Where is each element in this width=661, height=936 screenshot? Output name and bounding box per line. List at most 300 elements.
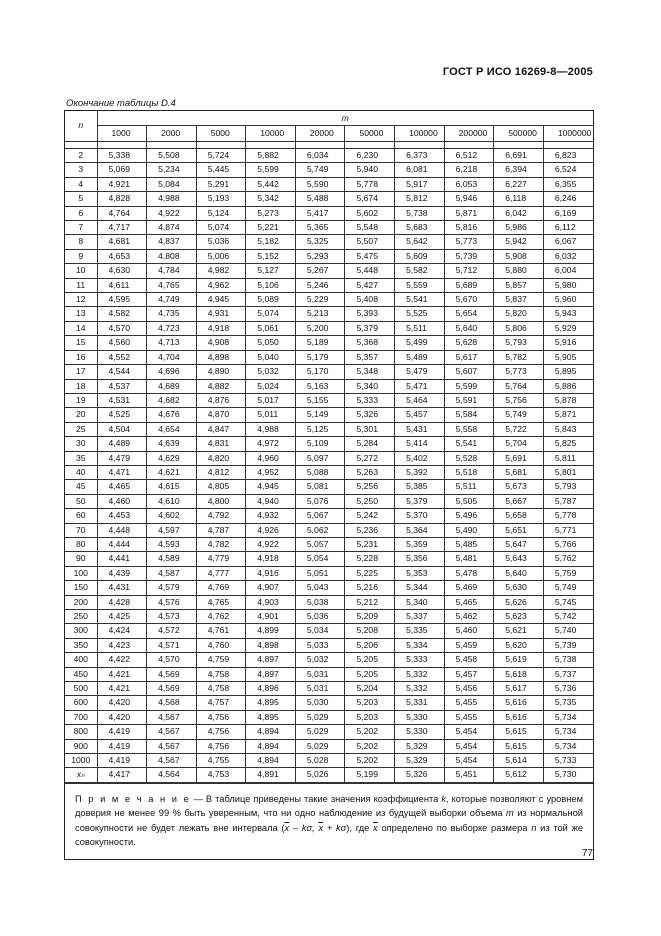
page-number: 77 [581,848,593,859]
table-cell: 5,353 [395,566,445,580]
table-cell: 5,109 [295,437,345,451]
table-cell: 4,587 [147,566,197,580]
table-cell: 5,837 [494,293,544,307]
table-cell: 5,084 [147,177,197,191]
table-cell: 5,616 [494,696,544,710]
table-cell: 4,589 [147,552,197,566]
table-cell: 4,870 [196,408,246,422]
document-header: ГОСТ Р ИСО 16269-8—2005 [442,66,593,78]
table-cell: 4,756 [196,710,246,724]
table-cell: 4,758 [196,667,246,681]
table-cell: 5,730 [543,768,593,782]
table-cell: 5,615 [494,739,544,753]
table-cell: 5,525 [395,307,445,321]
table-cell: 4,764 [97,206,147,220]
table-cell: 5,326 [345,408,395,422]
table-row [65,206,593,220]
row-n-value: 1000 [65,754,97,768]
table-cell: 5,886 [543,379,593,393]
table-cell: 5,488 [295,192,345,206]
row-n-value: 40 [65,465,97,479]
table-cell: 5,393 [345,307,395,321]
table-cell: 5,507 [345,235,395,249]
table-cell: 5,067 [295,509,345,523]
table-cell: 6,004 [543,264,593,278]
note-text: ), где [346,822,374,833]
table-cell: 5,273 [246,206,296,220]
table-cell: 4,439 [97,566,147,580]
table-cell: 5,028 [295,754,345,768]
table-cell: 4,531 [97,393,147,407]
row-n-value: 300 [65,624,97,638]
table-cell: 5,097 [295,451,345,465]
table-cell: 4,903 [246,595,296,609]
table-cell: 4,723 [147,321,197,335]
table-cell: 5,069 [97,163,147,177]
table-cell: 4,757 [196,696,246,710]
table-cell: 5,061 [246,321,296,335]
m-value-header: 200000 [444,126,494,142]
table-cell: 5,029 [295,710,345,724]
table-cell: 4,567 [147,754,197,768]
note-text: — В таблице приведены такие значения коэффициента [190,793,442,804]
table-cell: 5,673 [494,480,544,494]
table-cell: 5,616 [494,710,544,724]
table-cell: 4,753 [196,768,246,782]
table-cell: 4,831 [196,437,246,451]
table-row [65,408,593,422]
table-cell: 4,537 [97,379,147,393]
table-cell: 5,980 [543,278,593,292]
row-n-value: 600 [65,696,97,710]
table-cell: 5,029 [295,739,345,753]
table-row [65,350,593,364]
table-cell: 4,759 [196,653,246,667]
table-cell: 4,891 [246,768,296,782]
table-cell: 4,448 [97,523,147,537]
m-value-header: 2000 [147,126,197,142]
coefficient-table [65,111,593,783]
row-n-value: 9 [65,249,97,263]
table-cell: 5,076 [295,494,345,508]
table-cell: 5,199 [345,768,395,782]
table-cell: 5,462 [444,610,494,624]
row-n-value: 17 [65,365,97,379]
table-cell: 4,504 [97,422,147,436]
table-cell: 5,256 [345,480,395,494]
table-cell: 5,773 [494,365,544,379]
table-cell: 4,890 [196,365,246,379]
table-cell: 5,456 [444,682,494,696]
table-cell: 5,762 [543,552,593,566]
table-cell: 6,512 [444,149,494,163]
table-cell: 4,922 [246,537,296,551]
row-n-value: 19 [65,393,97,407]
table-cell: 5,051 [295,566,345,580]
table-cell: 5,062 [295,523,345,537]
table-cell: 5,033 [295,638,345,652]
table-cell: 5,737 [543,667,593,681]
table-row [65,739,593,753]
table-cell: 4,758 [196,682,246,696]
table-cell: 5,782 [494,350,544,364]
table-cell: 5,272 [345,451,395,465]
table-cell: 5,225 [345,566,395,580]
table-cell: 5,465 [444,595,494,609]
table-cell: 5,229 [295,293,345,307]
table-cell: 5,647 [494,537,544,551]
table-cell: 6,230 [345,149,395,163]
table-cell: 5,766 [543,537,593,551]
table-cell: 4,897 [246,667,296,681]
table-cell: 5,337 [395,610,445,624]
table-cell: 5,756 [494,393,544,407]
table-cell: 5,793 [543,480,593,494]
note-text: из той же совокупности. [75,822,583,848]
table-cell: 5,548 [345,221,395,235]
table-cell: 5,209 [345,610,395,624]
table-cell: 5,843 [543,422,593,436]
table-cell: 5,640 [494,566,544,580]
table-cell: 5,882 [246,149,296,163]
table-cell: 5,612 [494,768,544,782]
table-cell: 4,654 [147,422,197,436]
table-cell: 4,689 [147,379,197,393]
table-cell: 4,787 [196,523,246,537]
table-cell: 5,074 [246,307,296,321]
table-cell: 5,455 [444,710,494,724]
table-cell: 4,962 [196,278,246,292]
table-cell: 5,614 [494,754,544,768]
table-cell: 4,988 [147,192,197,206]
table-cell: 4,945 [246,480,296,494]
table-row [65,696,593,710]
table-cell: 4,932 [246,509,296,523]
table-cell: 6,169 [543,206,593,220]
table-cell: 4,560 [97,336,147,350]
table-row [65,523,593,537]
note-k: k [441,793,446,804]
table-cell: 6,524 [543,163,593,177]
note-xbar: $\overline{x}$ [373,822,378,833]
table-cell: 5,200 [295,321,345,335]
table-cell: 5,749 [295,163,345,177]
table-cell: 5,871 [444,206,494,220]
table-cell: 4,792 [196,509,246,523]
row-n-value: 14 [65,321,97,335]
table-cell: 5,342 [246,192,296,206]
table-cell: 4,765 [196,595,246,609]
table-cell: 5,155 [295,393,345,407]
table-cell: 4,421 [97,682,147,696]
table-cell: 5,459 [444,638,494,652]
table-cell: 4,444 [97,537,147,551]
table-cell: 5,479 [395,365,445,379]
table-cell: 5,712 [444,264,494,278]
table-cell: 4,895 [246,696,296,710]
table-cell: 5,089 [246,293,296,307]
table-cell: 4,423 [97,638,147,652]
table-cell: 5,152 [246,249,296,263]
table-cell: 5,340 [395,595,445,609]
table-cell: 5,724 [196,149,246,163]
table-cell: 5,031 [295,682,345,696]
table-cell: 5,558 [444,422,494,436]
table-cell: 4,582 [97,307,147,321]
table-cell: 5,670 [444,293,494,307]
table-cell: 4,696 [147,365,197,379]
table-cell: 5,749 [543,581,593,595]
table-cell: 5,471 [395,379,445,393]
table-cell: 5,778 [345,177,395,191]
table-cell: 5,806 [494,321,544,335]
table-cell: 5,880 [494,264,544,278]
table-cell: 4,564 [147,768,197,782]
table-cell: 5,455 [444,696,494,710]
table-cell: 5,204 [345,682,395,696]
table-row [65,249,593,263]
table-cell: 4,894 [246,754,296,768]
table-cell: 6,355 [543,177,593,191]
table-row [65,624,593,638]
table-cell: 4,602 [147,509,197,523]
row-n-value: 50 [65,494,97,508]
table-cell: 5,414 [395,437,445,451]
table-cell: 6,034 [295,149,345,163]
table-cell: 5,722 [494,422,544,436]
table-cell: 5,559 [395,278,445,292]
table-cell: 4,544 [97,365,147,379]
table-cell: 5,584 [444,408,494,422]
table-cell: 5,591 [444,393,494,407]
table-cell: 5,216 [345,581,395,595]
table-cell: 5,454 [444,739,494,753]
table-cell: 4,756 [196,739,246,753]
table-cell: 5,356 [395,552,445,566]
table-cell: 5,457 [395,408,445,422]
table-cell: 4,421 [97,667,147,681]
table-cell: 5,943 [543,307,593,321]
table-cell: 4,570 [147,653,197,667]
table-cell: 4,847 [196,422,246,436]
table-cell: 4,762 [196,610,246,624]
table-row [65,264,593,278]
table-cell: 5,179 [295,350,345,364]
table-cell: 5,236 [345,523,395,537]
table-caption: Окончание таблицы D.4 [66,98,176,109]
table-cell: 4,681 [97,235,147,249]
table-cell: 5,451 [444,768,494,782]
table-cell: 5,163 [295,379,345,393]
table-cell: 4,717 [97,221,147,235]
table-cell: 5,057 [295,537,345,551]
table-cell: 5,088 [295,465,345,479]
table-row [65,581,593,595]
table-cell: 5,916 [543,336,593,350]
table-cell: 5,392 [395,465,445,479]
table-cell: 5,203 [345,710,395,724]
table-cell: 5,654 [444,307,494,321]
table-cell: 4,805 [196,480,246,494]
table-cell: 6,067 [543,235,593,249]
table-cell: 4,769 [196,581,246,595]
table-cell: 6,823 [543,149,593,163]
table-cell: 4,453 [97,509,147,523]
table-cell: 4,945 [196,293,246,307]
row-n-value: 5 [65,192,97,206]
table-cell: 4,567 [147,710,197,724]
table-cell: 4,569 [147,667,197,681]
table-cell: 5,615 [494,725,544,739]
table-cell: 5,006 [196,249,246,263]
table-cell: 5,742 [543,610,593,624]
table-cell: 4,922 [147,206,197,220]
note-text: , которые позволяют с уровнем доверия не менее 99 % быть уверенным, что ни одно наблюдение из будущей выборки объема [75,793,583,819]
row-n-value: 35 [65,451,97,465]
table-cell: 5,630 [494,581,544,595]
table-cell: 4,428 [97,595,147,609]
table-cell: 4,756 [196,725,246,739]
table-cell: 4,820 [196,451,246,465]
table-cell: 5,489 [395,350,445,364]
table-cell: 5,448 [345,264,395,278]
table-cell: 5,623 [494,610,544,624]
table-cell: 5,642 [395,235,445,249]
table-cell: 5,359 [395,537,445,551]
table-cell: 5,602 [345,206,395,220]
table-cell: 5,940 [345,163,395,177]
table-cell: 5,816 [444,221,494,235]
table-cell: 6,081 [395,163,445,177]
table-cell: 4,525 [97,408,147,422]
table-cell: 4,567 [147,739,197,753]
table-cell: 5,793 [494,336,544,350]
table-cell: 4,898 [246,638,296,652]
row-n-value: 400 [65,653,97,667]
table-cell: 5,125 [295,422,345,436]
table-cell: 4,894 [246,725,296,739]
table-cell: 6,227 [494,177,544,191]
table-cell: 4,777 [196,566,246,580]
table-cell: 5,442 [246,177,296,191]
table-cell: 5,246 [295,278,345,292]
table-body [65,142,593,783]
table-cell: 5,986 [494,221,544,235]
row-n-value: 20 [65,408,97,422]
row-n-value: 6 [65,206,97,220]
table-row [65,307,593,321]
table-cell: 5,050 [246,336,296,350]
row-n-value: 150 [65,581,97,595]
table-cell: 5,485 [444,537,494,551]
table-cell: 5,212 [345,595,395,609]
row-n-value: 25 [65,422,97,436]
row-n-value: 450 [65,667,97,681]
table-cell: 5,609 [395,249,445,263]
row-n-value: 10 [65,264,97,278]
table-row [65,710,593,724]
table-cell: 4,808 [147,249,197,263]
table-cell: 4,465 [97,480,147,494]
table-cell: 5,929 [543,321,593,335]
row-n-value: 900 [65,739,97,753]
table-cell: 5,787 [543,494,593,508]
table-cell: 5,368 [345,336,395,350]
spacer-row [65,142,593,149]
table-cell: 5,871 [543,408,593,422]
table-cell: 5,250 [345,494,395,508]
table-row [65,509,593,523]
table-cell: 4,894 [246,739,296,753]
table-row [65,682,593,696]
table-row [65,149,593,163]
table-cell: 5,759 [543,566,593,580]
table-cell: 4,908 [196,336,246,350]
table-cell: 4,610 [147,494,197,508]
table-cell: 5,221 [246,221,296,235]
table-cell: 5,617 [494,682,544,696]
table-cell: 4,629 [147,451,197,465]
note-text: из нормальной совокупности не будет лежать вне интервала ( [75,808,583,833]
table-cell: 5,333 [395,653,445,667]
table-cell: 6,246 [543,192,593,206]
table-cell: 5,738 [543,653,593,667]
table-cell: 5,234 [147,163,197,177]
row-n-value: 80 [65,537,97,551]
table-cell: 5,026 [295,768,345,782]
table-row [65,653,593,667]
table-cell: 5,332 [395,667,445,681]
table-cell: 5,691 [494,451,544,465]
table-cell: 5,734 [543,739,593,753]
table-cell: 5,811 [543,451,593,465]
table-cell: 6,032 [543,249,593,263]
table-cell: 5,231 [345,537,395,551]
table-cell: 4,572 [147,624,197,638]
table-cell: 5,667 [494,494,544,508]
table-cell: 5,619 [494,653,544,667]
row-n-value: 70 [65,523,97,537]
table-cell: 5,628 [444,336,494,350]
table-cell: 5,170 [295,365,345,379]
table-row [65,610,593,624]
table-cell: 5,189 [295,336,345,350]
table-row [65,552,593,566]
note-n: n [531,822,537,833]
table-cell: 5,454 [444,754,494,768]
table-row [65,754,593,768]
row-n-value: 250 [65,610,97,624]
table-cell: 4,952 [246,465,296,479]
table-cell: 4,895 [246,710,296,724]
table-cell: 5,735 [543,696,593,710]
table-cell: 5,330 [395,710,445,724]
table-cell: 5,332 [395,682,445,696]
table-cell: 5,895 [543,365,593,379]
note-m: m [506,808,514,819]
table-cell: 5,344 [395,581,445,595]
table-cell: 5,825 [543,437,593,451]
table-cell: 5,738 [395,206,445,220]
table-cell: 5,029 [295,725,345,739]
note-xbar: $\overline{x}$ [318,822,324,833]
table-cell: 4,593 [147,537,197,551]
table-cell: 5,445 [196,163,246,177]
table-cell: 5,651 [494,523,544,537]
table-cell: 5,024 [246,379,296,393]
table-cell: 5,431 [395,422,445,436]
note-xbar: $\overline{x}$ [284,822,290,833]
